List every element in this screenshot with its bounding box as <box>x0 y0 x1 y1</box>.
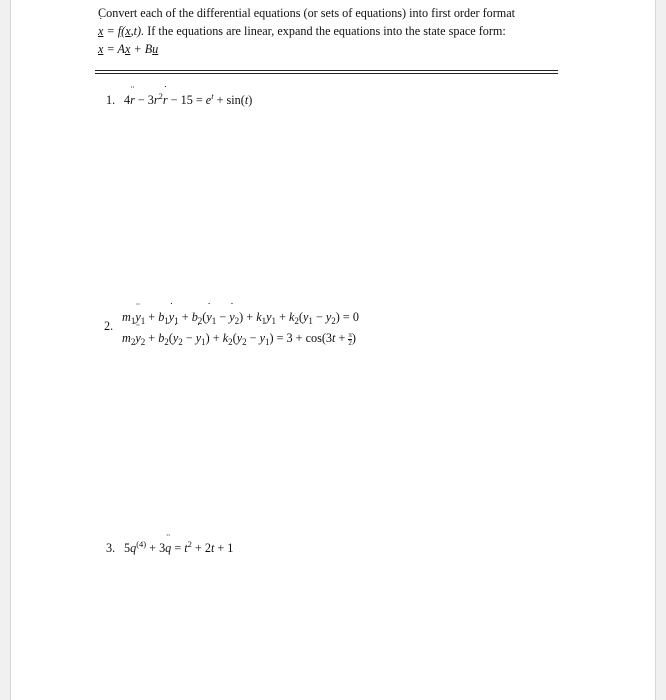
instructions-line-2 <box>98 22 568 40</box>
instructions <box>98 4 568 58</box>
first-order-form-equation: ˙ x = f(x,t). <box>98 24 144 38</box>
instructions-line-2-text: If the equations are linear, expand the equations into the state space form: <box>147 24 506 38</box>
instructions-line-1: Convert each of the differential equations (or sets of equations) into first order format <box>98 6 516 20</box>
problem-2-equation-b: $m_2¨$ $y_2$ + $b_2(˙$ $y_2$ − ˙ $y_1) + k_2(y_2 - y_1) = 3 + \cos(3t$ + $\frac{\pi}{2}$ ) <box>122 331 356 347</box>
problem-3-equation: $5q^{(4)}$ + 3¨ $q = t^2 + 2t + 1$ <box>124 541 233 556</box>
divider-line-top <box>95 70 558 71</box>
divider-line-bottom <box>95 73 558 74</box>
problem-1-equation: 4¨ $r - 3r^2˙$ $r - 15 = e^t + \sin(t)$ <box>124 93 252 108</box>
problem-2-equation-a: $m_1¨$ $y_1$ + $b_1˙$ $y_1$ + $b_2(˙$ $y_1$ − ˙ $y_2) + k_1y_1 + k_2(y_1 - y_2) = 0$ <box>122 310 359 325</box>
problem-3-number: 3. <box>106 541 116 555</box>
problem-1-number: 1. <box>106 93 116 107</box>
x-dot-symbol: ˙ x <box>98 22 103 40</box>
problem-2-number: 2. <box>104 319 114 333</box>
instructions-line-3 <box>98 40 568 58</box>
state-space-form-equation: ˙ x = Ax + Bu <box>98 42 158 56</box>
